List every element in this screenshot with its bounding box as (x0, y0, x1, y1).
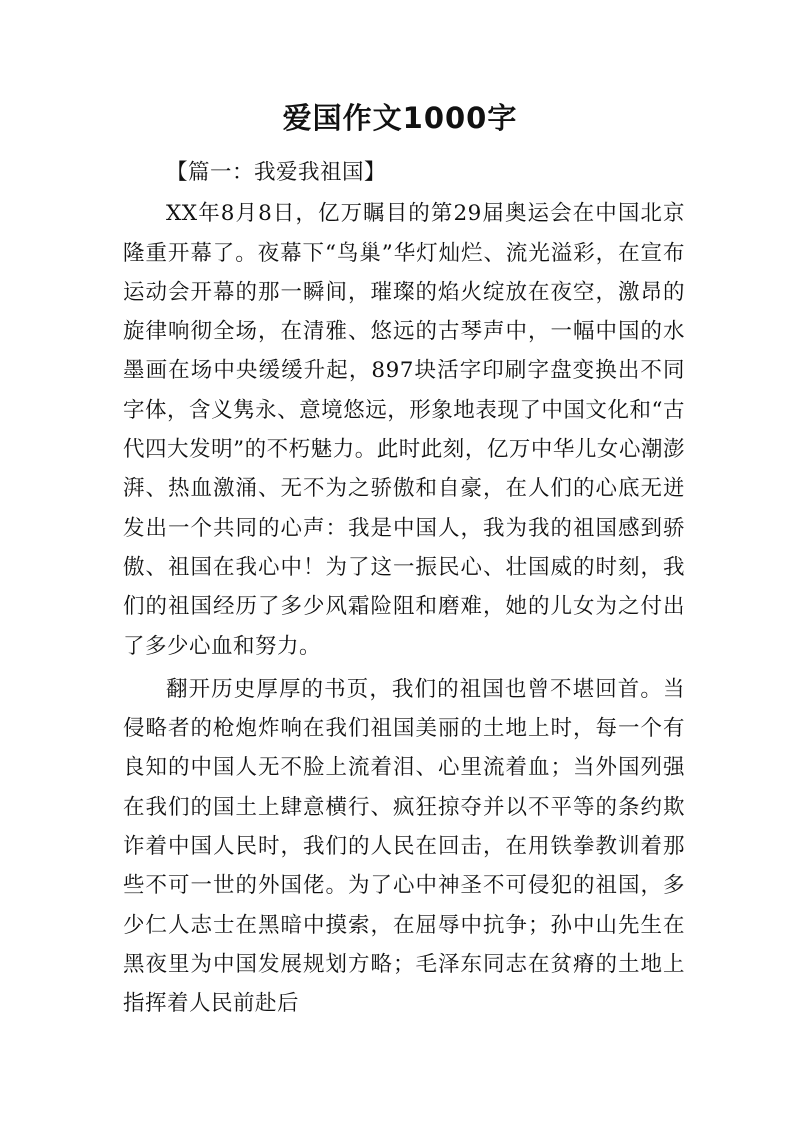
paragraph-1: XX年8月8日，亿万瞩目的第29届奥运会在中国北京隆重开幕了。夜幕下“鸟巢”华灯灿烂、流光溢彩，在宣布运动会开幕的那一瞬间，璀璨的焰火绽放在夜空，激昂的旋律响彻全场，在清雅、悠远的古琴声中，一幅中国的水墨画在场中央缓缓升起，897块活字印刷字盘变换出不同字体，含义隽永、意境悠远，形象地表现了中国文化和“古代四大发明”的不朽魅力。此时此刻，亿万中华儿女心潮澎湃、热血激涌、无不为之骄傲和自豪，在人们的心底无迸发出一个共同的心声：我是中国人，我为我的祖国感到骄傲、祖国在我心中！为了这一振民心、壮国威的时刻，我们的祖国经历了多少风霜险阻和磨难，她的儿女为之付出了多少心血和努力。 (123, 201, 685, 659)
section-heading: 【篇一：我爱我祖国】 (166, 160, 387, 185)
paragraph-2: 翻开历史厚厚的书页，我们的祖国也曾不堪回首。当侵略者的枪炮炸响在我们祖国美丽的土地上时，每一个有良知的中国人无不脸上流着泪、心里流着血；当外国列强在我们的国土上肆意横行、疯狂掠夺并以不平等的条约欺诈着中国人民时，我们的人民在回击，在用铁拳教训着那些不可一世的外国佬。为了心中神圣不可侵犯的祖国，多少仁人志士在黑暗中摸索，在屈辱中抗争；孙中山先生在黑夜里为中国发展规划方略；毛泽东同志在贫瘠的土地上指挥着人民前赴后 (123, 676, 685, 1017)
document-body (123, 153, 685, 1028)
document-title: 爱国作文1000字 (282, 101, 518, 135)
